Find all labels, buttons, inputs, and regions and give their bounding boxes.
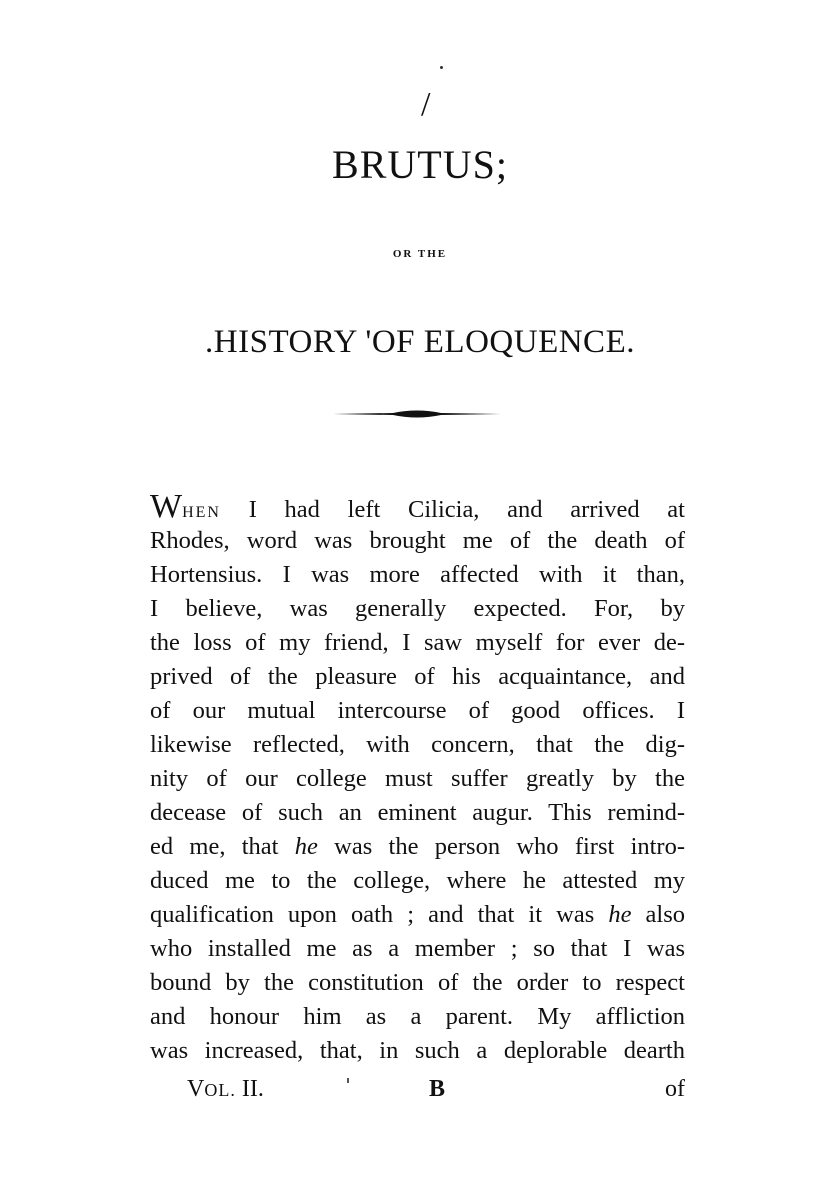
volume-marker: VOL. II. bbox=[187, 1076, 264, 1102]
text-line: WHEN I had left Cilicia, and arrived at bbox=[150, 488, 685, 525]
ornamental-rule bbox=[333, 407, 501, 421]
text-line: and honour him as a parent. My affliction bbox=[150, 1003, 685, 1030]
text-line: bound by the constitution of the order to respect bbox=[150, 969, 685, 996]
signature-mark: B bbox=[429, 1076, 446, 1102]
text-line: Hortensius. I was more affected with it than, bbox=[150, 561, 685, 588]
text-line: the loss of my friend, I saw myself for ever de- bbox=[150, 629, 685, 656]
ink-tick bbox=[347, 1078, 349, 1083]
text-line: likewise reflected, with concern, that the dig- bbox=[150, 731, 685, 758]
printer-mark: / bbox=[421, 86, 431, 123]
body-text bbox=[150, 490, 685, 1068]
text-line: prived of the pleasure of his acquaintance, and bbox=[150, 663, 685, 690]
text-line: of our mutual intercourse of good offices. I bbox=[150, 697, 685, 724]
text-line: who installed me as a member ; so that I was bbox=[150, 935, 685, 962]
text-line: was increased, that, in such a deplorable dearth bbox=[150, 1037, 685, 1064]
catchword: of bbox=[665, 1076, 685, 1102]
ink-speck bbox=[440, 66, 443, 69]
italic-word: he bbox=[294, 833, 318, 860]
text-line: Rhodes, word was brought me of the death of bbox=[150, 527, 685, 554]
text-line: nity of our college must suffer greatly by the bbox=[150, 765, 685, 792]
text-line: qualification upon oath ; and that it was he also bbox=[150, 901, 685, 928]
text-line: I believe, was generally expected. For, by bbox=[150, 595, 685, 622]
page-subtitle: .HISTORY 'OF ELOQUENCE. bbox=[205, 324, 635, 360]
italic-word: he bbox=[608, 901, 632, 928]
page-title: BRUTUS; bbox=[332, 142, 508, 187]
title-connector: OR THE bbox=[392, 248, 448, 260]
text-line: duced me to the college, where he attested my bbox=[150, 867, 685, 894]
text-line: ed me, that he was the person who first intro- bbox=[150, 833, 685, 860]
drop-cap: W bbox=[150, 488, 183, 525]
small-caps: HEN bbox=[182, 504, 221, 521]
text-line: decease of such an eminent augur. This remind- bbox=[150, 799, 685, 826]
